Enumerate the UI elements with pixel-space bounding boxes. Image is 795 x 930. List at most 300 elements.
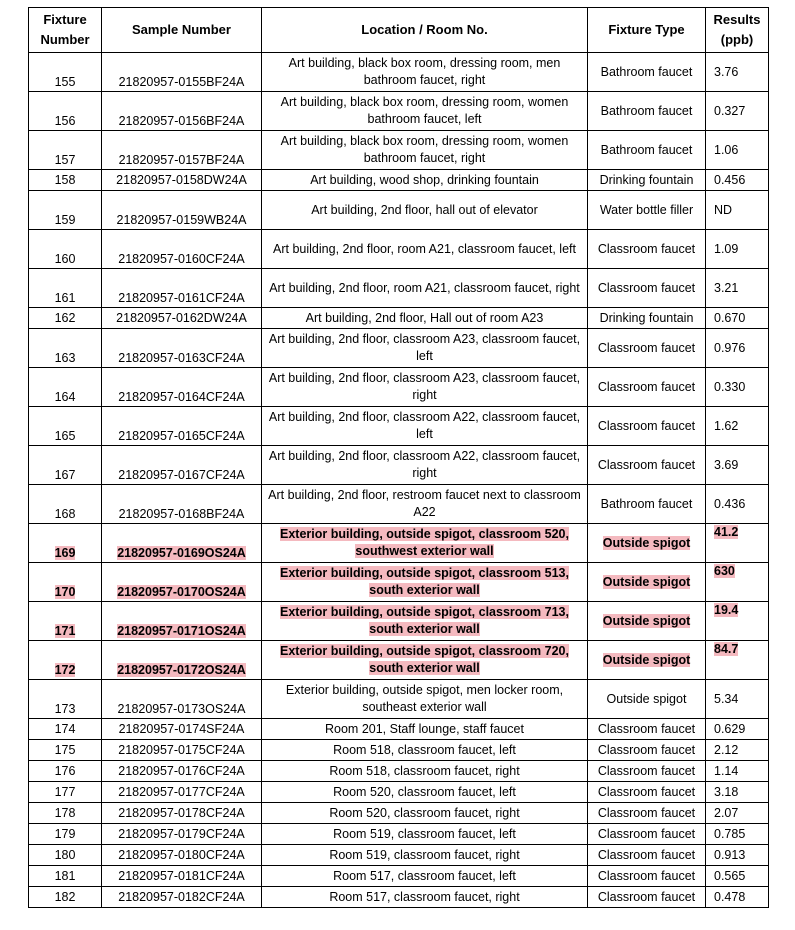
- result-cell: [706, 485, 769, 524]
- fixture-number-cell-text: 168: [54, 507, 76, 521]
- fixture-type-cell: [588, 230, 706, 269]
- sample-number-cell: [102, 563, 262, 602]
- location-cell: [262, 368, 588, 407]
- fixture-number-cell-text: 164: [54, 390, 76, 404]
- location-cell: [262, 845, 588, 866]
- location-cell: [262, 92, 588, 131]
- result-cell-text: 2.07: [714, 805, 739, 820]
- fixture-number-cell-text: 165: [54, 429, 76, 443]
- location-cell-text: Exterior building, outside spigot, classroom 713, south exterior wall: [280, 605, 569, 636]
- result-cell: [706, 191, 769, 230]
- fixture-type-cell: [588, 680, 706, 719]
- location-cell-text: Art building, black box room, dressing room, women bathroom faucet, left: [280, 95, 569, 126]
- fixture-number-cell-text: 172: [54, 663, 76, 677]
- fixture-number-cell: [29, 407, 102, 446]
- result-cell-text: 1.62: [714, 418, 739, 433]
- location-cell-text: Art building, 2nd floor, classroom A22, classroom faucet, right: [268, 449, 581, 480]
- sample-number-cell-text: 21820957-0172OS24A: [117, 663, 246, 677]
- fixture-type-cell: [588, 329, 706, 368]
- result-cell: [706, 803, 769, 824]
- sample-number-cell: [102, 803, 262, 824]
- fixture-type-cell: [588, 563, 706, 602]
- sample-number-cell-text: 21820957-0171OS24A: [117, 624, 246, 638]
- sample-number-cell: [102, 485, 262, 524]
- fixture-number-cell-text: 169: [54, 546, 76, 560]
- fixture-number-cell-text: 173: [54, 702, 76, 716]
- fixture-type-cell-text: Classroom faucet: [597, 379, 696, 394]
- table-row: [29, 269, 769, 308]
- sample-number-cell: [102, 740, 262, 761]
- location-cell: [262, 269, 588, 308]
- location-cell-text: Room 517, classroom faucet, right: [329, 889, 520, 904]
- fixture-type-cell: [588, 803, 706, 824]
- fixture-number-cell: [29, 230, 102, 269]
- result-cell: [706, 170, 769, 191]
- header-fixture-number: Fixture Number: [29, 8, 102, 53]
- fixture-number-cell: [29, 761, 102, 782]
- result-cell-text: 3.69: [714, 457, 739, 472]
- fixture-type-cell-text: Bathroom faucet: [600, 142, 693, 157]
- result-cell: [706, 563, 769, 602]
- sample-number-cell-text: 21820957-0174SF24A: [118, 721, 245, 736]
- fixture-type-cell: [588, 308, 706, 329]
- fixture-number-cell: [29, 368, 102, 407]
- location-cell: [262, 641, 588, 680]
- sample-number-cell-text: 21820957-0173OS24A: [117, 702, 246, 716]
- fixture-number-cell: [29, 191, 102, 230]
- sample-number-cell-text: 21820957-0176CF24A: [118, 763, 245, 778]
- location-cell-text: Art building, 2nd floor, restroom faucet next to classroom A22: [268, 488, 581, 519]
- fixture-number-cell-text: 180: [54, 847, 76, 862]
- sample-number-cell: [102, 845, 262, 866]
- fixture-type-cell-text: Bathroom faucet: [600, 496, 693, 511]
- result-cell-text: 3.21: [714, 280, 739, 295]
- fixture-type-cell: [588, 269, 706, 308]
- location-cell: [262, 740, 588, 761]
- location-cell-text: Art building, black box room, dressing room, men bathroom faucet, right: [288, 56, 561, 87]
- fixture-number-cell: [29, 782, 102, 803]
- result-cell: [706, 740, 769, 761]
- sample-number-cell: [102, 170, 262, 191]
- location-cell-text: Art building, 2nd floor, room A21, classroom faucet, left: [273, 241, 576, 256]
- fixture-number-cell: [29, 308, 102, 329]
- location-cell: [262, 680, 588, 719]
- lead-results-table: [28, 7, 769, 908]
- result-cell-text: 1.06: [714, 142, 739, 157]
- fixture-number-cell-text: 158: [54, 172, 76, 187]
- header-location: Location / Room No.: [262, 8, 588, 53]
- result-cell-text: 0.629: [714, 721, 746, 736]
- table-row: [29, 485, 769, 524]
- fixture-number-cell-text: 170: [54, 585, 76, 599]
- fixture-type-cell: [588, 845, 706, 866]
- fixture-number-cell: [29, 866, 102, 887]
- table-row: [29, 803, 769, 824]
- result-cell-text: 0.913: [714, 847, 746, 862]
- sample-number-cell-text: 21820957-0170OS24A: [117, 585, 246, 599]
- fixture-number-cell: [29, 329, 102, 368]
- result-cell-text: 0.456: [714, 172, 746, 187]
- fixture-number-cell-text: 171: [54, 624, 76, 638]
- header-fixture-type: Fixture Type: [588, 8, 706, 53]
- fixture-type-cell-text: Classroom faucet: [597, 847, 696, 862]
- result-cell: [706, 641, 769, 680]
- sample-number-cell-text: 21820957-0181CF24A: [118, 868, 245, 883]
- fixture-number-cell-text: 177: [54, 784, 76, 799]
- fixture-number-cell-text: 162: [54, 310, 76, 325]
- sample-number-cell: [102, 269, 262, 308]
- fixture-type-cell-text: Classroom faucet: [597, 418, 696, 433]
- sample-number-cell-text: 21820957-0179CF24A: [118, 826, 245, 841]
- fixture-type-cell: [588, 92, 706, 131]
- table-row: [29, 368, 769, 407]
- fixture-type-cell: [588, 485, 706, 524]
- fixture-type-cell-text: Classroom faucet: [597, 280, 696, 295]
- fixture-number-cell-text: 167: [54, 468, 76, 482]
- fixture-type-cell-text: Bathroom faucet: [600, 64, 693, 79]
- fixture-number-cell: [29, 602, 102, 641]
- fixture-number-cell: [29, 740, 102, 761]
- location-cell: [262, 887, 588, 908]
- location-cell: [262, 761, 588, 782]
- fixture-number-cell: [29, 563, 102, 602]
- result-cell-text: ND: [714, 202, 733, 217]
- fixture-type-cell: [588, 887, 706, 908]
- fixture-type-cell: [588, 602, 706, 641]
- sample-number-cell-text: 21820957-0167CF24A: [118, 468, 245, 482]
- header-sample-number: Sample Number: [102, 8, 262, 53]
- location-cell: [262, 407, 588, 446]
- sample-number-cell-text: 21820957-0161CF24A: [118, 291, 245, 305]
- sample-number-cell-text: 21820957-0162DW24A: [116, 310, 247, 325]
- result-cell: [706, 407, 769, 446]
- fixture-type-cell-text: Classroom faucet: [597, 457, 696, 472]
- table-row: [29, 845, 769, 866]
- location-cell: [262, 782, 588, 803]
- fixture-type-cell: [588, 740, 706, 761]
- fixture-number-cell-text: 181: [54, 868, 76, 883]
- sample-number-cell-text: 21820957-0169OS24A: [117, 546, 246, 560]
- result-cell-text: 19.4: [714, 603, 739, 617]
- sample-number-cell: [102, 308, 262, 329]
- result-cell: [706, 845, 769, 866]
- fixture-number-cell: [29, 803, 102, 824]
- location-cell-text: Art building, 2nd floor, classroom A23, classroom faucet, right: [268, 371, 581, 402]
- result-cell: [706, 761, 769, 782]
- table-row: [29, 680, 769, 719]
- fixture-number-cell-text: 178: [54, 805, 76, 820]
- table-row: [29, 866, 769, 887]
- table-body: [29, 53, 769, 908]
- location-cell-text: Art building, 2nd floor, Hall out of room A23: [305, 310, 544, 325]
- result-cell: [706, 92, 769, 131]
- location-cell-text: Exterior building, outside spigot, classroom 720, south exterior wall: [280, 644, 569, 675]
- location-cell-text: Art building, 2nd floor, classroom A23, classroom faucet, left: [268, 332, 581, 363]
- fixture-number-cell-text: 156: [54, 114, 76, 128]
- result-cell: [706, 824, 769, 845]
- result-cell-text: 41.2: [714, 525, 739, 539]
- sample-number-cell: [102, 719, 262, 740]
- fixture-type-cell-text: Outside spigot: [602, 652, 691, 667]
- fixture-number-cell: [29, 131, 102, 170]
- table-row: [29, 53, 769, 92]
- sample-number-cell-text: 21820957-0163CF24A: [118, 351, 245, 365]
- location-cell: [262, 308, 588, 329]
- sample-number-cell: [102, 641, 262, 680]
- fixture-type-cell: [588, 866, 706, 887]
- fixture-type-cell-text: Outside spigot: [606, 691, 687, 706]
- fixture-type-cell-text: Classroom faucet: [597, 742, 696, 757]
- fixture-type-cell-text: Classroom faucet: [597, 721, 696, 736]
- sample-number-cell-text: 21820957-0155BF24A: [118, 75, 245, 89]
- fixture-type-cell: [588, 446, 706, 485]
- fixture-type-cell-text: Classroom faucet: [597, 889, 696, 904]
- result-cell: [706, 446, 769, 485]
- fixture-type-cell-text: Classroom faucet: [597, 826, 696, 841]
- table-row: [29, 641, 769, 680]
- sample-number-cell-text: 21820957-0180CF24A: [118, 847, 245, 862]
- result-cell-text: 0.478: [714, 889, 746, 904]
- location-cell-text: Room 201, Staff lounge, staff faucet: [325, 721, 524, 736]
- sample-number-cell-text: 21820957-0165CF24A: [118, 429, 245, 443]
- result-cell: [706, 329, 769, 368]
- sample-number-cell-text: 21820957-0164CF24A: [118, 390, 245, 404]
- fixture-type-cell-text: Drinking fountain: [599, 172, 694, 187]
- location-cell: [262, 191, 588, 230]
- fixture-number-cell: [29, 680, 102, 719]
- sample-number-cell: [102, 131, 262, 170]
- fixture-number-cell-text: 179: [54, 826, 76, 841]
- result-cell: [706, 866, 769, 887]
- sample-number-cell: [102, 191, 262, 230]
- fixture-number-cell-text: 159: [54, 213, 76, 227]
- location-cell: [262, 230, 588, 269]
- location-cell: [262, 866, 588, 887]
- table-row: [29, 191, 769, 230]
- result-cell-text: 630: [714, 564, 735, 578]
- table-row: [29, 524, 769, 563]
- fixture-type-cell-text: Outside spigot: [602, 574, 691, 589]
- location-cell-text: Room 520, classroom faucet, left: [333, 784, 516, 799]
- result-cell-text: 2.12: [714, 742, 739, 757]
- result-cell-text: 0.330: [714, 379, 746, 394]
- result-cell: [706, 680, 769, 719]
- sample-number-cell: [102, 368, 262, 407]
- location-cell: [262, 719, 588, 740]
- sample-number-cell: [102, 782, 262, 803]
- result-cell: [706, 131, 769, 170]
- table-row: [29, 446, 769, 485]
- result-cell: [706, 524, 769, 563]
- fixture-type-cell: [588, 782, 706, 803]
- location-cell: [262, 485, 588, 524]
- sample-number-cell-text: 21820957-0178CF24A: [118, 805, 245, 820]
- fixture-type-cell: [588, 524, 706, 563]
- table-row: [29, 719, 769, 740]
- fixture-number-cell: [29, 170, 102, 191]
- fixture-type-cell: [588, 131, 706, 170]
- sample-number-cell: [102, 824, 262, 845]
- fixture-type-cell: [588, 824, 706, 845]
- fixture-number-cell-text: 161: [54, 291, 76, 305]
- result-cell-text: 0.976: [714, 340, 746, 355]
- table-row: [29, 230, 769, 269]
- location-cell: [262, 329, 588, 368]
- header-results: Results (ppb): [706, 8, 769, 53]
- result-cell: [706, 269, 769, 308]
- result-cell-text: 1.09: [714, 241, 739, 256]
- fixture-type-cell: [588, 191, 706, 230]
- fixture-number-cell: [29, 269, 102, 308]
- result-cell: [706, 887, 769, 908]
- sample-number-cell-text: 21820957-0168BF24A: [118, 507, 245, 521]
- result-cell-text: 5.34: [714, 691, 739, 706]
- sample-number-cell: [102, 407, 262, 446]
- table-row: [29, 761, 769, 782]
- table-row: [29, 308, 769, 329]
- sample-number-cell-text: 21820957-0156BF24A: [118, 114, 245, 128]
- location-cell-text: Art building, black box room, dressing room, women bathroom faucet, right: [280, 134, 569, 165]
- sample-number-cell: [102, 329, 262, 368]
- fixture-type-cell: [588, 641, 706, 680]
- fixture-number-cell: [29, 53, 102, 92]
- result-cell-text: 0.785: [714, 826, 746, 841]
- fixture-number-cell-text: 176: [54, 763, 76, 778]
- table-row: [29, 131, 769, 170]
- sample-number-cell: [102, 230, 262, 269]
- header-row: [29, 8, 769, 53]
- result-cell-text: 84.7: [714, 642, 739, 656]
- fixture-type-cell: [588, 53, 706, 92]
- location-cell: [262, 170, 588, 191]
- fixture-number-cell: [29, 719, 102, 740]
- location-cell-text: Art building, 2nd floor, room A21, classroom faucet, right: [269, 280, 580, 295]
- location-cell: [262, 53, 588, 92]
- table-row: [29, 602, 769, 641]
- fixture-type-cell: [588, 719, 706, 740]
- fixture-type-cell-text: Bathroom faucet: [600, 103, 693, 118]
- result-cell: [706, 782, 769, 803]
- location-cell-text: Exterior building, outside spigot, classroom 520, southwest exterior wall: [280, 527, 569, 558]
- location-cell: [262, 803, 588, 824]
- sample-number-cell: [102, 761, 262, 782]
- sample-number-cell: [102, 92, 262, 131]
- fixture-type-cell-text: Classroom faucet: [597, 340, 696, 355]
- fixture-number-cell-text: 182: [54, 889, 76, 904]
- result-cell-text: 3.18: [714, 784, 739, 799]
- result-cell-text: 0.670: [714, 310, 746, 325]
- location-cell-text: Room 519, classroom faucet, right: [329, 847, 520, 862]
- fixture-type-cell-text: Drinking fountain: [599, 310, 694, 325]
- fixture-type-cell-text: Classroom faucet: [597, 805, 696, 820]
- fixture-type-cell: [588, 368, 706, 407]
- fixture-number-cell: [29, 92, 102, 131]
- location-cell-text: Room 520, classroom faucet, right: [329, 805, 520, 820]
- fixture-number-cell: [29, 887, 102, 908]
- sample-number-cell-text: 21820957-0159WB24A: [116, 213, 247, 227]
- fixture-number-cell-text: 160: [54, 252, 76, 266]
- fixture-type-cell-text: Outside spigot: [602, 535, 691, 550]
- location-cell-text: Room 517, classroom faucet, left: [333, 868, 516, 883]
- result-cell: [706, 53, 769, 92]
- sample-number-cell: [102, 446, 262, 485]
- fixture-type-cell-text: Classroom faucet: [597, 784, 696, 799]
- fixture-type-cell-text: Outside spigot: [602, 613, 691, 628]
- table-row: [29, 407, 769, 446]
- fixture-number-cell-text: 175: [54, 742, 76, 757]
- location-cell-text: Exterior building, outside spigot, men locker room, southeast exterior wall: [285, 683, 564, 714]
- sample-number-cell: [102, 887, 262, 908]
- result-cell-text: 1.14: [714, 763, 739, 778]
- location-cell: [262, 131, 588, 170]
- result-cell: [706, 719, 769, 740]
- location-cell: [262, 824, 588, 845]
- sample-number-cell-text: 21820957-0158DW24A: [116, 172, 247, 187]
- fixture-type-cell-text: Water bottle filler: [599, 202, 694, 217]
- fixture-number-cell: [29, 446, 102, 485]
- result-cell: [706, 602, 769, 641]
- sample-number-cell: [102, 866, 262, 887]
- location-cell: [262, 524, 588, 563]
- result-cell-text: 0.327: [714, 103, 746, 118]
- fixture-type-cell: [588, 170, 706, 191]
- fixture-type-cell: [588, 407, 706, 446]
- fixture-type-cell-text: Classroom faucet: [597, 241, 696, 256]
- sample-number-cell-text: 21820957-0177CF24A: [118, 784, 245, 799]
- result-cell: [706, 368, 769, 407]
- fixture-number-cell: [29, 524, 102, 563]
- location-cell: [262, 602, 588, 641]
- table-row: [29, 887, 769, 908]
- fixture-type-cell-text: Classroom faucet: [597, 763, 696, 778]
- sample-number-cell: [102, 680, 262, 719]
- table-row: [29, 824, 769, 845]
- location-cell-text: Room 518, classroom faucet, right: [329, 763, 520, 778]
- fixture-type-cell: [588, 761, 706, 782]
- result-cell-text: 3.76: [714, 64, 739, 79]
- table-row: [29, 170, 769, 191]
- fixture-number-cell-text: 174: [54, 721, 76, 736]
- fixture-number-cell-text: 163: [54, 351, 76, 365]
- fixture-number-cell-text: 155: [54, 75, 76, 89]
- sample-number-cell-text: 21820957-0175CF24A: [118, 742, 245, 757]
- table-row: [29, 329, 769, 368]
- fixture-number-cell-text: 157: [54, 153, 76, 167]
- location-cell-text: Art building, 2nd floor, classroom A22, classroom faucet, left: [268, 410, 581, 441]
- sample-number-cell: [102, 53, 262, 92]
- result-cell-text: 0.565: [714, 868, 746, 883]
- fixture-type-cell-text: Classroom faucet: [597, 868, 696, 883]
- result-cell-text: 0.436: [714, 496, 746, 511]
- fixture-number-cell: [29, 845, 102, 866]
- location-cell-text: Room 518, classroom faucet, left: [333, 742, 516, 757]
- location-cell-text: Exterior building, outside spigot, classroom 513, south exterior wall: [280, 566, 569, 597]
- table-row: [29, 782, 769, 803]
- result-cell: [706, 230, 769, 269]
- location-cell: [262, 563, 588, 602]
- sample-number-cell: [102, 524, 262, 563]
- location-cell-text: Art building, 2nd floor, hall out of elevator: [311, 202, 538, 217]
- fixture-number-cell: [29, 485, 102, 524]
- fixture-number-cell: [29, 824, 102, 845]
- sample-number-cell-text: 21820957-0182CF24A: [118, 889, 245, 904]
- table-row: [29, 92, 769, 131]
- sample-number-cell: [102, 602, 262, 641]
- location-cell-text: Room 519, classroom faucet, left: [333, 826, 516, 841]
- location-cell: [262, 446, 588, 485]
- result-cell: [706, 308, 769, 329]
- sample-number-cell-text: 21820957-0157BF24A: [118, 153, 245, 167]
